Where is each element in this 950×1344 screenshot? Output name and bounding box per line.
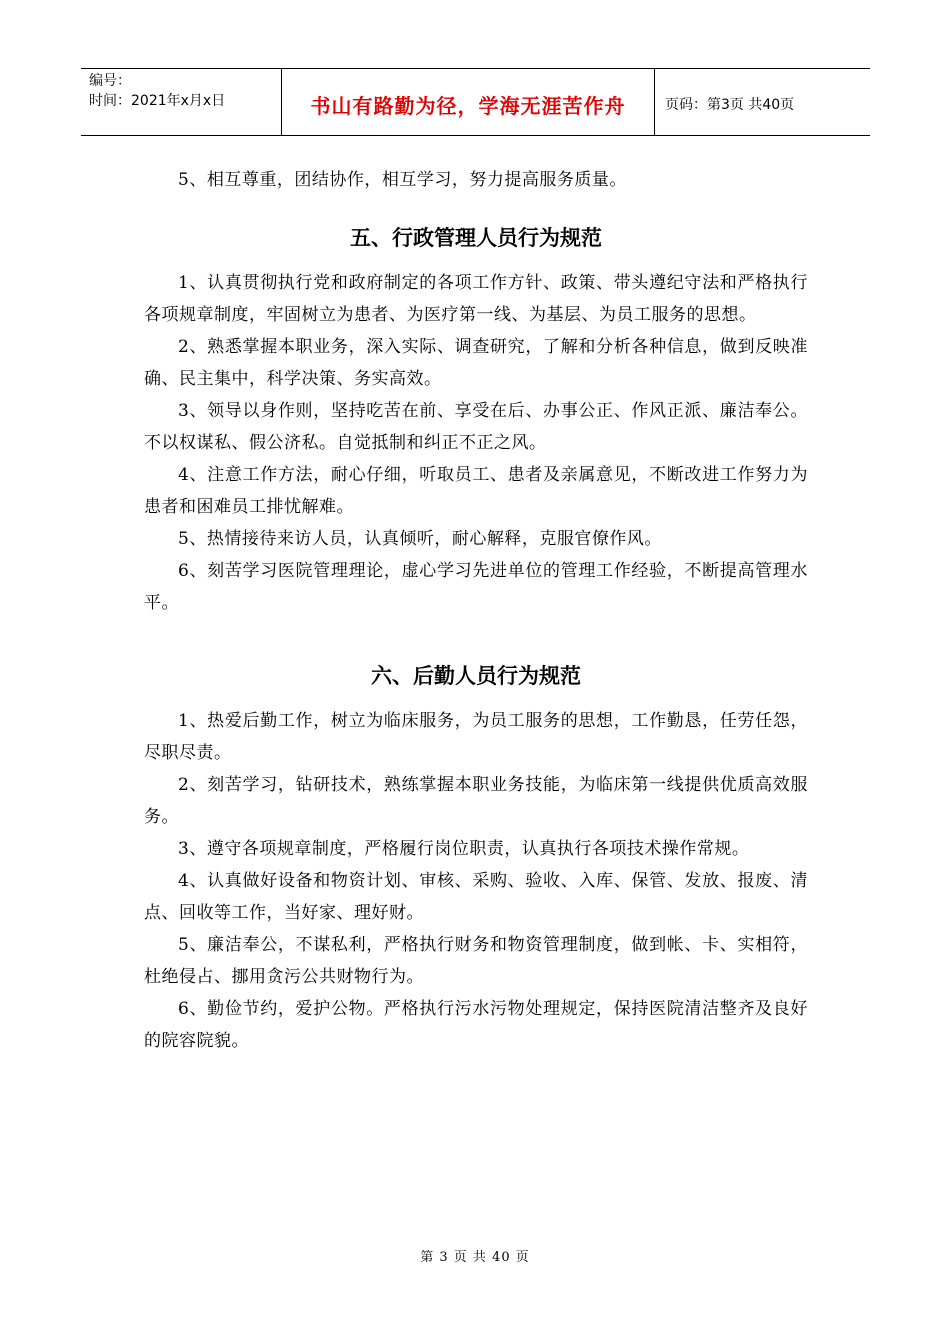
- header-meta: [81, 69, 282, 135]
- section5-item: 6、刻苦学习医院管理理论，虚心学习先进单位的管理工作经验，不断提高管理水平。: [144, 561, 808, 613]
- header-page-info: [655, 69, 870, 135]
- motto-text: 书山有路勤为径，学海无涯苦作舟: [310, 93, 626, 118]
- section6-item: 4、认真做好设备和物资计划、审核、采购、验收、入库、保管、发放、报废、清点、回收等工作，当好家、理好财。: [144, 871, 808, 923]
- section5-item: 3、领导以身作则，坚持吃苦在前、享受在后、办事公正、作风正派、廉洁奉公。不以权谋私、假公济私。自觉抵制和纠正不正之风。: [144, 401, 808, 453]
- page-info-text: 页码：第3页 共40页: [665, 97, 795, 113]
- section5-item: 5、热情接待来访人员，认真倾听，耐心解释，克服官僚作风。: [178, 529, 662, 549]
- section6-item: 3、遵守各项规章制度，严格履行岗位职责，认真执行各项技术操作常规。: [178, 839, 750, 859]
- page-header: [81, 68, 870, 136]
- section6-item: 5、廉洁奉公，不谋私利，严格执行财务和物资管理制度，做到帐、卡、实相符，杜绝侵占、挪用贪污公共财物行为。: [144, 935, 808, 987]
- number-label: 编号：: [89, 73, 131, 89]
- section6-item: 1、热爱后勤工作，树立为临床服务，为员工服务的思想，工作勤恳，任劳任怨，尽职尽责。: [144, 711, 808, 763]
- section6-item: 2、刻苦学习，钻研技术，熟练掌握本职业务技能，为临床第一线提供优质高效服务。: [144, 775, 808, 827]
- header-motto: [282, 69, 655, 135]
- document-body: [144, 164, 808, 1057]
- section5-item: 1、认真贯彻执行党和政府制定的各项工作方针、政策、带头遵纪守法和严格执行各项规章制度，牢固树立为患者、为医疗第一线、为基层、为员工服务的思想。: [144, 273, 808, 325]
- section6-item: 6、勤俭节约，爱护公物。严格执行污水污物处理规定，保持医院清洁整齐及良好的院容院貌。: [144, 999, 808, 1051]
- section5-title: 五、行政管理人员行为规范: [350, 226, 602, 250]
- section5-item: 2、熟悉掌握本职业务，深入实际、调查研究，了解和分析各种信息，做到反映准确、民主集中，科学决策、务实高效。: [144, 337, 808, 389]
- section5-item: 4、注意工作方法，耐心仔细，听取员工、患者及亲属意见，不断改进工作努力为患者和困难员工排忧解难。: [144, 465, 808, 517]
- footer-page-number: 第 3 页 共 40 页: [420, 1250, 530, 1265]
- section6-title: 六、后勤人员行为规范: [371, 664, 581, 688]
- page-footer: [0, 1246, 950, 1265]
- intro-paragraph: 5、相互尊重，团结协作，相互学习，努力提高服务质量。: [178, 170, 627, 190]
- date-label: 时间：2021年x月x日: [89, 93, 226, 109]
